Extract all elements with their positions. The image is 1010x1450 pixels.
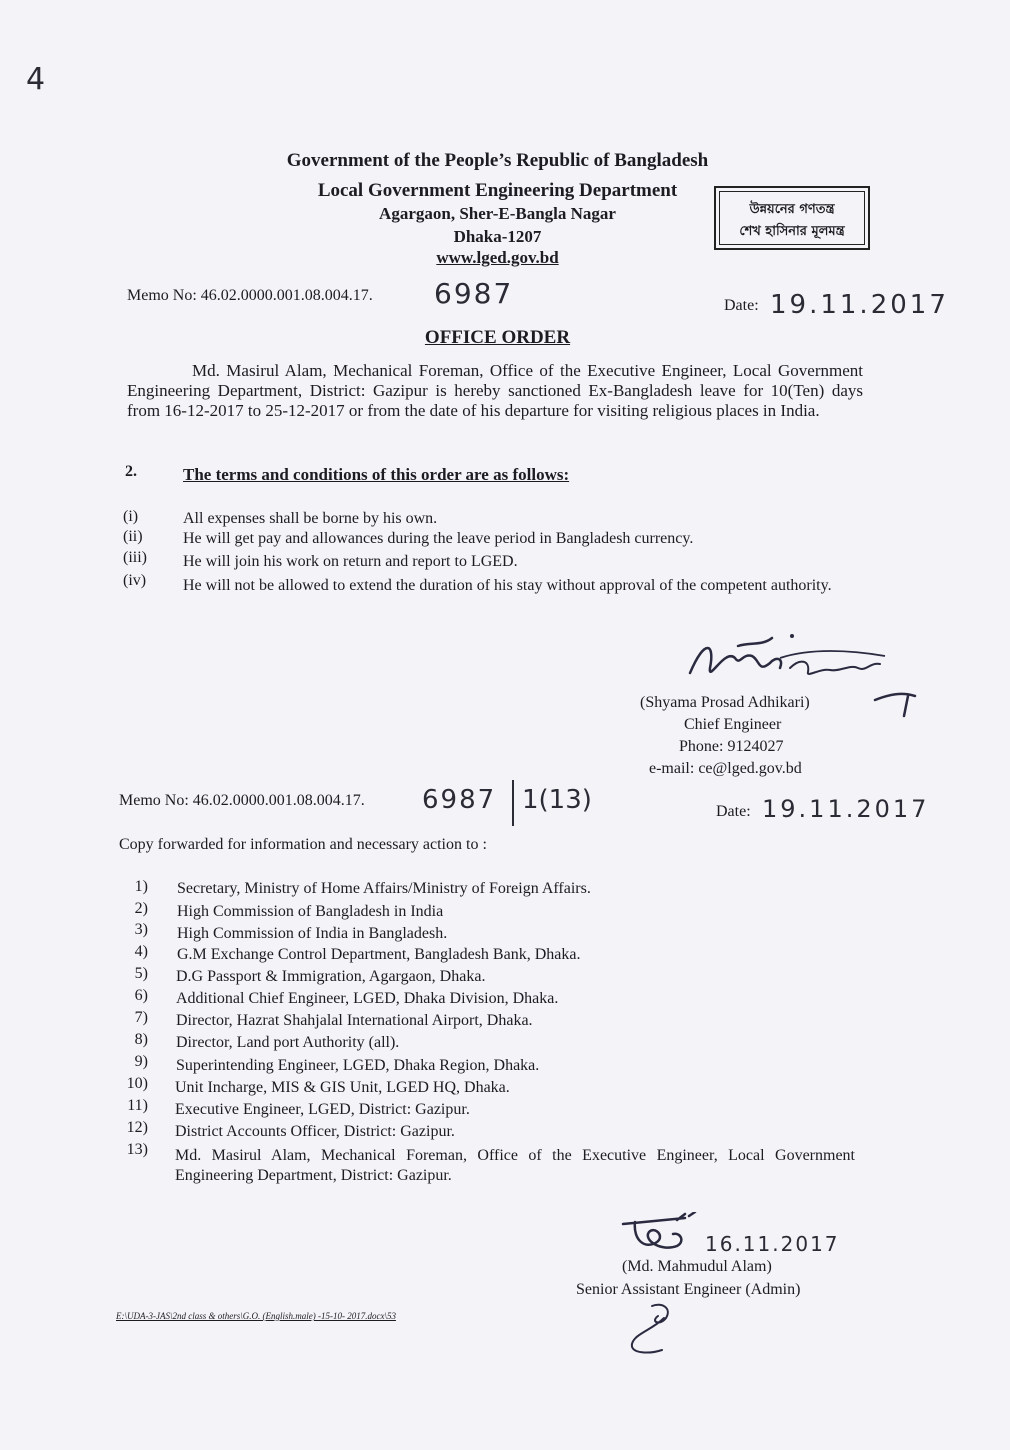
copy-list-item: Additional Chief Engineer, LGED, Dhaka Division, Dhaka.	[176, 990, 559, 1007]
memo-number-label: Memo No: 46.02.0000.001.08.004.17.	[127, 287, 373, 304]
header-website-link[interactable]: www.lged.gov.bd	[436, 248, 559, 267]
copy-list-number: 6)	[134, 987, 148, 1004]
memo-handwritten-number: 6987	[434, 277, 514, 310]
term-marker: (i)	[123, 508, 139, 525]
copy-list-number: 4)	[134, 943, 148, 960]
term-text: He will get pay and allowances during the leave period in Bangladesh currency.	[183, 530, 694, 547]
copy-list-item: High Commission of India in Bangladesh.	[177, 925, 448, 942]
memo-handwritten-date: 19.11.2017	[770, 290, 949, 320]
office-order-title: OFFICE ORDER	[424, 327, 571, 348]
copy-list-number: 7)	[134, 1009, 148, 1026]
copy-list-item: Md. Masirul Alam, Mechanical Foreman, Office of the Executive Engineer, Local Government Engineering Department, District: Gazipur.	[175, 1147, 855, 1184]
copy-list-number: 12)	[126, 1119, 148, 1136]
header-city: Dhaka-1207	[453, 227, 542, 246]
copy-memo-handwritten-date: 19.11.2017	[762, 795, 930, 823]
handwritten-initial	[622, 1300, 692, 1360]
signatory1-phone: Phone: 9124027	[679, 738, 784, 755]
copy-list-item: Director, Land port Authority (all).	[176, 1034, 400, 1051]
copy-list-item: G.M Exchange Control Department, Bangladesh Bank, Dhaka.	[177, 946, 581, 963]
copy-forward-text: Copy forwarded for information and necessary action to :	[119, 836, 487, 853]
term-marker: (ii)	[123, 528, 143, 545]
copy-list-number: 8)	[134, 1031, 148, 1048]
copy-list-item: Superintending Engineer, LGED, Dhaka Region, Dhaka.	[176, 1057, 540, 1074]
slogan-line-2: শেখ হাসিনার মূলমন্ত্র	[739, 224, 845, 239]
copy-list-item: Unit Incharge, MIS & GIS Unit, LGED HQ, Dhaka.	[175, 1079, 510, 1096]
signatory1-name: (Shyama Prosad Adhikari)	[640, 694, 810, 711]
copy-list-item: Director, Hazrat Shahjalal International Airport, Dhaka.	[176, 1012, 533, 1029]
order-paragraph: Md. Masirul Alam, Mechanical Foreman, Office of the Executive Engineer, Local Government Engineering Department, District: Gazipur is hereby sanctioned Ex-Bangladesh leave for 10(Ten) days from 16-12-2017 to 25-12-2017 or from the date of his departure for visiting religious places in India.	[127, 361, 863, 420]
signatory1-title: Chief Engineer	[684, 716, 782, 733]
slogan-line-1: উন্নয়নের গণতন্ত্র	[749, 202, 835, 217]
term-text: He will not be allowed to extend the duration of his stay without approval of the competent authority.	[183, 577, 832, 594]
section-heading: The terms and conditions of this order are as follows:	[183, 465, 570, 484]
header-department: Local Government Engineering Department	[317, 180, 678, 201]
copy-memo-handwritten-suffix: 1(13)	[522, 785, 592, 815]
copy-list-number: 3)	[134, 921, 148, 938]
copy-list-number: 11)	[127, 1097, 148, 1114]
file-path-footer: E:\UDA-3-JAS\2nd class & others\G.O. (English.male) -15-10- 2017.docx\53	[116, 1311, 396, 1321]
copy-list-number: 13)	[126, 1141, 148, 1158]
copy-list-number: 9)	[134, 1053, 148, 1070]
slogan-box	[714, 186, 870, 250]
section-number: 2.	[125, 463, 137, 480]
copy-list-number: 1)	[134, 878, 148, 895]
term-marker: (iv)	[123, 572, 147, 589]
term-marker: (iii)	[123, 549, 147, 566]
signatory1-email: e-mail: ce@lged.gov.bd	[649, 760, 802, 777]
handwritten-divider	[512, 780, 514, 826]
header-government: Government of the People’s Republic of Bangladesh	[286, 150, 709, 171]
term-text: All expenses shall be borne by his own.	[183, 510, 438, 527]
copy-list-number: 5)	[134, 965, 148, 982]
signatory2-title: Senior Assistant Engineer (Admin)	[576, 1281, 801, 1298]
copy-list-item: Secretary, Ministry of Home Affairs/Ministry of Foreign Affairs.	[177, 880, 591, 897]
copy-list-item: D.G Passport & Immigration, Agargaon, Dhaka.	[176, 968, 486, 985]
copy-list-item: District Accounts Officer, District: Gazipur.	[175, 1123, 455, 1140]
signatory2-name: (Md. Mahmudul Alam)	[622, 1258, 772, 1275]
copy-list-number: 10)	[126, 1075, 148, 1092]
signatory2-handwritten-date: 16.11.2017	[705, 1232, 840, 1256]
copy-list-number: 2)	[134, 900, 148, 917]
copy-memo-date-label: Date:	[716, 803, 751, 820]
memo-date-label: Date:	[724, 297, 759, 314]
term-text: He will join his work on return and report to LGED.	[183, 553, 518, 570]
copy-list-item: Executive Engineer, LGED, District: Gazipur.	[175, 1101, 470, 1118]
copy-list-item: High Commission of Bangladesh in India	[177, 903, 444, 920]
copy-memo-number-label: Memo No: 46.02.0000.001.08.004.17.	[119, 792, 365, 809]
copy-memo-handwritten-number: 6987	[422, 785, 497, 815]
header-address: Agargaon, Sher-E-Bangla Nagar	[379, 204, 616, 223]
corner-handwritten-mark: 4	[26, 62, 46, 97]
